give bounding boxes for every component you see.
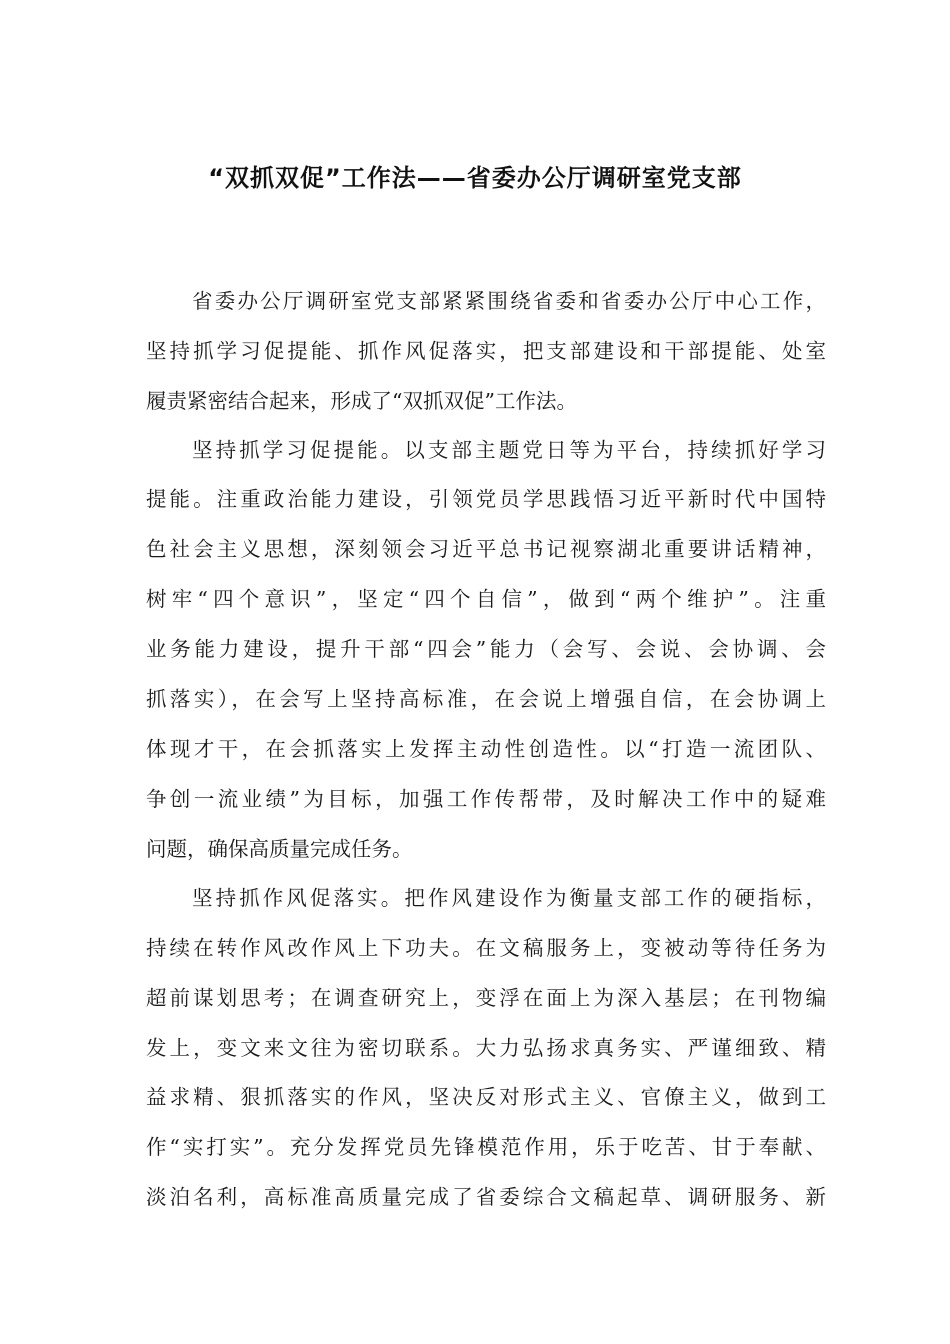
paragraph-2-line-3: 色社会主义思想，深刻领会习近平总书记视察湖北重要讲话精神， <box>146 537 826 561</box>
paragraph-2-line-9: 问题，确保高质量完成任务。 <box>146 837 413 861</box>
paragraph-3-line-1: 坚持抓作风促落实。把作风建设作为衡量支部工作的硬指标， <box>192 886 826 910</box>
paragraph-3-line-5: 益求精、狠抓落实的作风，坚决反对形式主义、官僚主义，做到工 <box>146 1085 826 1109</box>
paragraph-1-line-1: 省委办公厅调研室党支部紧紧围绕省委和省委办公厅中心工作， <box>192 289 826 313</box>
paragraph-1-line-3: 履责紧密结合起来，形成了“双抓双促”工作法。 <box>146 389 577 413</box>
paragraph-3-line-3: 超前谋划思考；在调查研究上，变浮在面上为深入基层；在刊物编 <box>146 986 826 1010</box>
paragraph-3-line-6: 作“实打实”。充分发挥党员先锋模范作用，乐于吃苦、甘于奉献、 <box>146 1135 826 1159</box>
paragraph-3-line-7: 淡泊名利，高标准高质量完成了省委综合文稿起草、调研服务、新 <box>146 1185 826 1209</box>
paragraph-2-line-6: 抓落实），在会写上坚持高标准，在会说上增强自信，在会协调上 <box>146 687 826 711</box>
paragraph-2-line-7: 体现才干，在会抓落实上发挥主动性创造性。以“打造一流团队、 <box>146 737 826 761</box>
paragraph-2-line-5: 业务能力建设，提升干部“四会”能力（会写、会说、会协调、会 <box>146 637 826 661</box>
document-title: “双抓双促”工作法——省委办公厅调研室党支部 <box>208 164 742 192</box>
paragraph-2-line-8: 争创一流业绩”为目标，加强工作传帮带，及时解决工作中的疑难 <box>146 787 826 811</box>
paragraph-2-line-1: 坚持抓学习促提能。以支部主题党日等为平台，持续抓好学习 <box>192 438 826 462</box>
paragraph-1-line-2: 坚持抓学习促提能、抓作风促落实，把支部建设和干部提能、处室 <box>146 339 826 363</box>
paragraph-3-line-4: 发上，变文来文往为密切联系。大力弘扬求真务实、严谨细致、精 <box>146 1036 826 1060</box>
paragraph-2-line-2: 提能。注重政治能力建设，引领党员学思践悟习近平新时代中国特 <box>146 487 826 511</box>
paragraph-2-line-4: 树牢“四个意识”，坚定“四个自信”，做到“两个维护”。注重 <box>146 587 826 611</box>
paragraph-3-line-2: 持续在转作风改作风上下功夫。在文稿服务上，变被动等待任务为 <box>146 936 826 960</box>
